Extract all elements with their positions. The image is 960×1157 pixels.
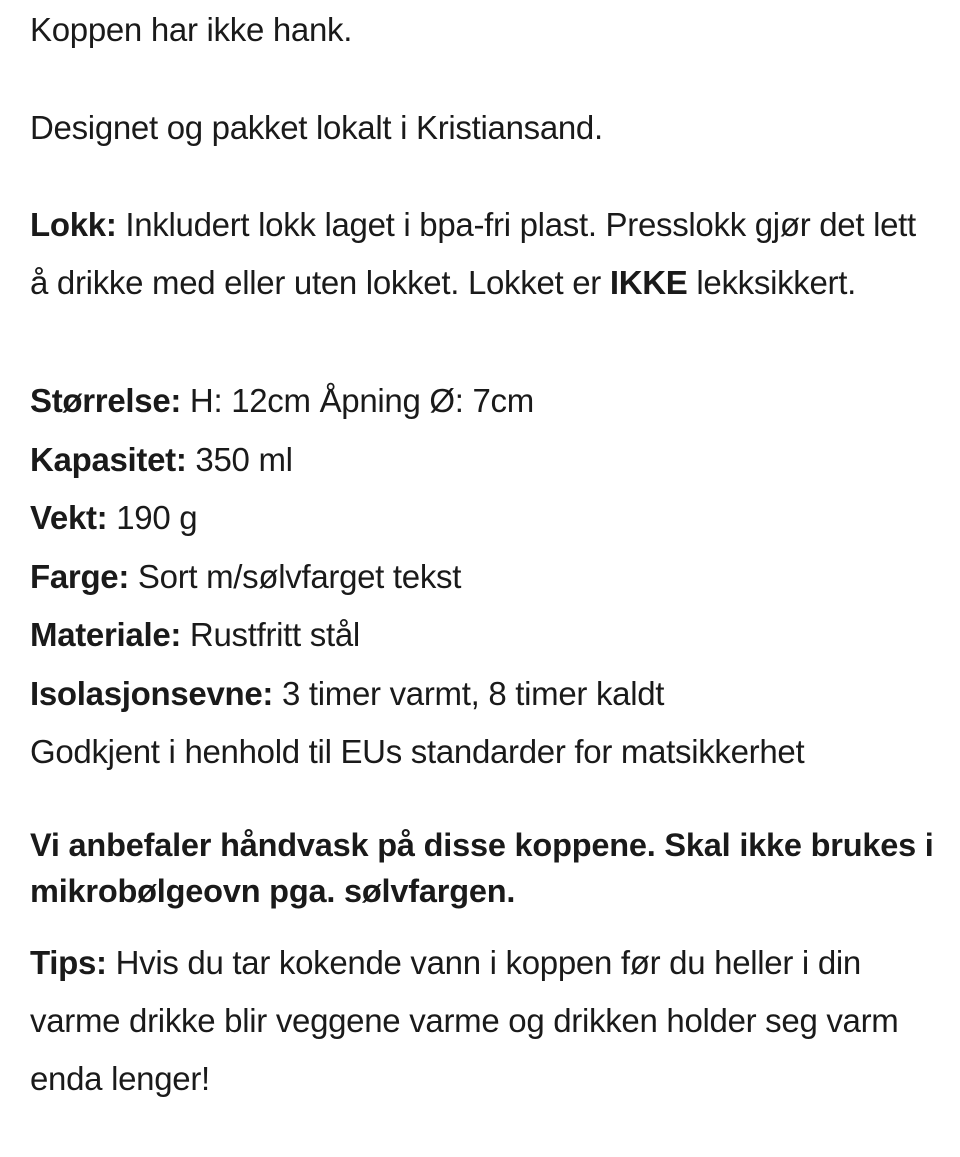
spec-label: Isolasjonsevne: (30, 674, 274, 712)
tips-label: Tips: (30, 944, 107, 981)
spec-label: Farge: (30, 557, 130, 595)
spec-value: H: 12cm Åpning Ø: 7cm (181, 382, 534, 419)
lid-emphasis: IKKE (609, 264, 688, 301)
tips-text: Hvis du tar kokende vann i koppen før du heller i din varme drikke blir veggene varme og drikken holder seg varm enda lenger! (30, 944, 899, 1097)
spec-color (30, 548, 930, 607)
spec-value: 190 g (107, 499, 198, 536)
spec-label: Materiale: (30, 616, 182, 653)
spec-label: Vekt: (30, 499, 108, 536)
spec-label: Kapasitet: (30, 440, 187, 478)
intro-handle-note: Koppen har ikke hank. (30, 11, 353, 48)
spec-value: Sort m/sølvfarget tekst (129, 557, 462, 595)
intro-origin-note: Designet og pakket lokalt i Kristiansand. (30, 109, 603, 146)
spec-value: 3 timer varmt, 8 timer kaldt (273, 674, 665, 712)
spec-value: 350 ml (186, 440, 293, 478)
lid-text-end: lekksikkert. (687, 264, 856, 301)
tips-paragraph (30, 934, 930, 1108)
spec-insulation (30, 665, 930, 724)
spec-list (30, 372, 930, 782)
spec-value: Rustfritt stål (181, 616, 360, 653)
spec-approval: Godkjent i henhold til EUs standarder for matsikkerhet (30, 733, 805, 770)
spec-material (30, 606, 930, 665)
spec-label: Størrelse: (30, 382, 182, 419)
spec-capacity (30, 431, 930, 490)
spec-weight (30, 489, 930, 548)
spec-size (30, 372, 930, 431)
lid-label: Lokk: (30, 206, 117, 243)
care-instructions: Vi anbefaler håndvask på disse koppene. Skal ikke brukes i mikrobølgeovn pga. sølvfargen. (30, 827, 934, 909)
lid-text: Inkludert lokk laget i bpa-fri plast. Presslokk gjør det lett å drikke med eller uten lokket. Lokket er (30, 206, 916, 301)
lid-info (30, 196, 930, 312)
